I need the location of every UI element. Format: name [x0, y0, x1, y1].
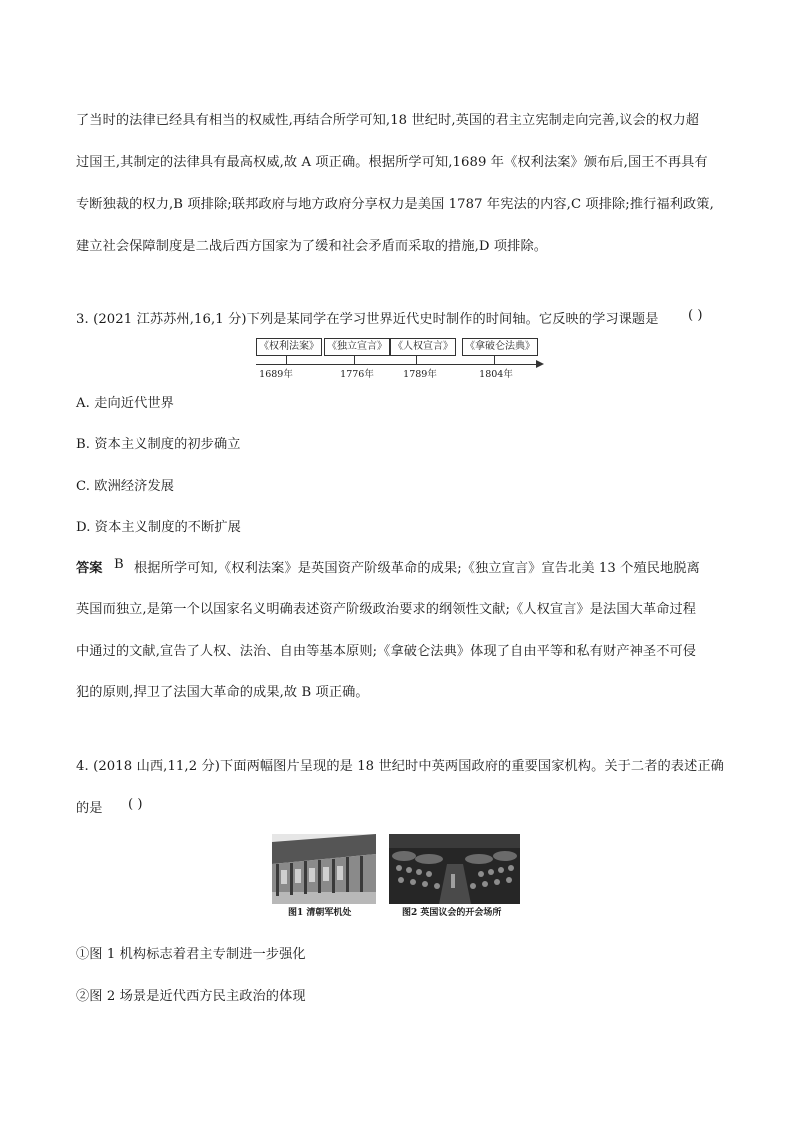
timeline-year: 1789年: [403, 369, 437, 380]
timeline-year: 1689年: [259, 369, 293, 380]
option-b: B. 资本主义制度的初步确立: [76, 437, 241, 452]
option-c: C. 欧洲经济发展: [76, 479, 175, 494]
statement-2: ②图 2 场景是近代西方民主政治的体现: [76, 989, 306, 1004]
figure-1-junjichu-photo: [272, 834, 376, 904]
timeline-axis: [256, 364, 538, 365]
figure-2-caption: 图2 英国议会的开会场所: [402, 908, 502, 918]
answer-explanation-line: 英国而独立,是第一个以国家名义明确表述资产阶级政治要求的纲领性文献;《人权宣言》是法国大革命过程: [76, 602, 697, 617]
paragraph-line: 专断独裁的权力,B 项排除;联邦政府与地方政府分享权力是美国 1787 年宪法的内容,C 项排除;推行福利政策,: [76, 197, 714, 212]
figure-1-caption: 图1 清朝军机处: [288, 908, 352, 918]
question-3-answer-blank: ( ): [688, 308, 703, 323]
timeline-tick: [416, 356, 417, 364]
timeline-year: 1776年: [340, 369, 374, 380]
paragraph-line: 了当时的法律已经具有相当的权威性,再结合所学可知,18 世纪时,英国的君主立宪制走向完善,议会的权力超: [76, 113, 700, 128]
answer-label: 答案: [76, 561, 103, 576]
paragraph-line: 建立社会保障制度是二战后西方国家为了缓和社会矛盾而采取的措施,D 项排除。: [76, 239, 548, 254]
answer-letter: B: [114, 557, 124, 572]
question-4-stem-cont: 的是: [76, 801, 103, 816]
option-d: D. 资本主义制度的不断扩展: [76, 520, 241, 535]
question-4-answer-blank: ( ): [128, 797, 143, 812]
timeline-tick: [354, 356, 355, 364]
answer-explanation-line: 中通过的文献,宣告了人权、法治、自由等基本原则;《拿破仑法典》体现了自由平等和私有财产神圣不可侵: [76, 644, 697, 659]
figure-2-parliament-photo: [389, 834, 520, 904]
option-a: A. 走向近代世界: [76, 396, 174, 411]
paragraph-line: 过国王,其制定的法律具有最高权威,故 A 项正确。根据所学可知,1689 年《权利法案》颁布后,国王不再具有: [76, 155, 708, 170]
question-4-stem: 4. (2018 山西,11,2 分)下面两幅图片呈现的是 18 世纪时中英两国政府的重要国家机构。关于二者的表述正确: [76, 759, 724, 774]
answer-explanation-line: 根据所学可知,《权利法案》是英国资产阶级革命的成果;《独立宣言》宣告北美 13 个殖民地脱离: [134, 561, 700, 576]
timeline-year: 1804年: [479, 369, 513, 380]
timeline-event: 《人权宣言》: [390, 338, 456, 356]
timeline-event: 《独立宣言》: [324, 338, 390, 356]
statement-1: ①图 1 机构标志着君主专制进一步强化: [76, 947, 306, 962]
timeline-event: 《权利法案》: [256, 338, 322, 356]
answer-explanation-line: 犯的原则,捍卫了法国大革命的成果,故 B 项正确。: [76, 685, 369, 700]
timeline-tick: [286, 356, 287, 364]
timeline-event: 《拿破仑法典》: [462, 338, 538, 356]
timeline: [256, 336, 546, 380]
timeline-arrow-icon: [536, 360, 544, 368]
question-3-stem: 3. (2021 江苏苏州,16,1 分)下列是某同学在学习世界近代史时制作的时间轴。它反映的学习课题是: [76, 312, 659, 327]
timeline-tick: [494, 356, 495, 364]
